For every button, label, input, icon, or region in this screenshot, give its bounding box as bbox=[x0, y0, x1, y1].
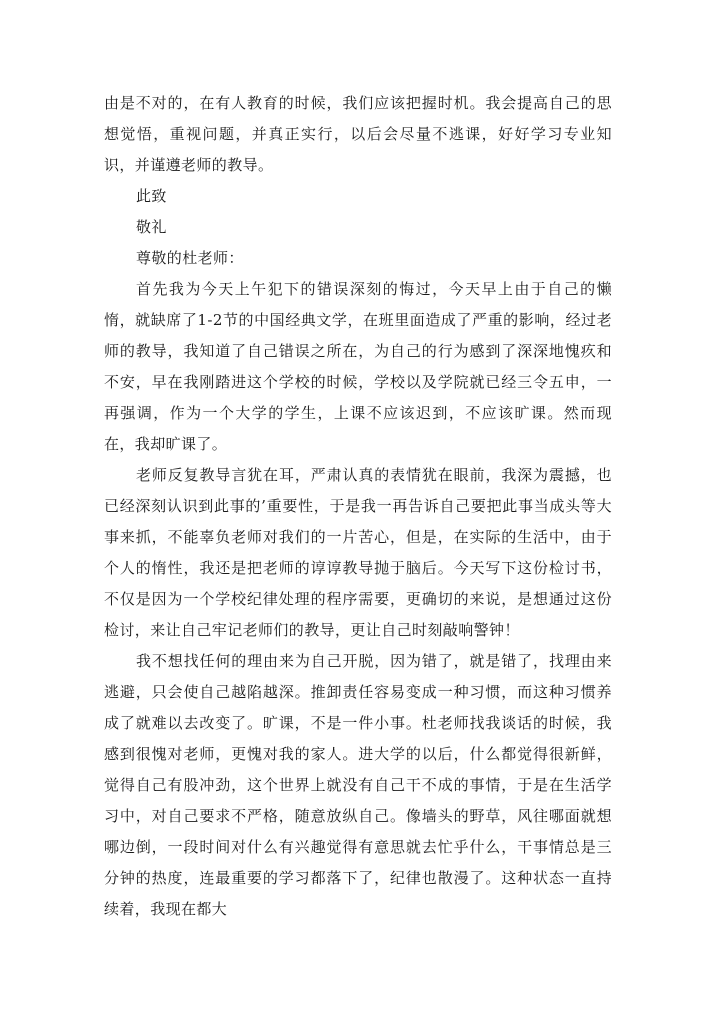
paragraph-1: 首先我为今天上午犯下的错误深刻的悔过，今天早上由于自己的懒惰，就缺席了1-2节的中国经典文学，在班里面造成了严重的影响，经过老师的教导，我知道了自己错误之所在，为自己的行为感到了深深地愧疚和不安，早在我刚踏进这个学校的时候，学校以及学院就已经三令五申，一再强调，作为一个大学的学生，上课不应该迟到，不应该旷课。然而现在，我却旷课了。 bbox=[104, 280, 612, 453]
paragraph-3: 我不想找任何的理由来为自己开脱，因为错了，就是错了，找理由来逃避，只会使自己越陷越深。推卸责任容易变成一种习惯，而这种习惯养成了就难以去改变了。旷课，不是一件小事。杜老师找我谈话的时候，我感到很愧对老师，更愧对我的家人。进大学的以后，什么都觉得很新鲜，觉得自己有股冲劲，这个世界上就没有自己干不成的事情，于是在生活学习中，对自己要求不严格，随意放纵自己。像墙头的野草，风往哪面就想哪边倒，一段时间对什么有兴趣觉得有意思就去忙乎什么，干事情总是三分钟的热度，连最重要的学习都落下了，纪律也散漫了。这种状态一直持续着，我现在都大 bbox=[104, 652, 612, 918]
closing-line-1: 此致 bbox=[136, 187, 167, 205]
salutation: 尊敬的杜老师： bbox=[136, 249, 244, 267]
letter-body bbox=[104, 88, 612, 925]
closing-line-2: 敬礼 bbox=[136, 218, 167, 236]
continuation-paragraph: 由是不对的，在有人教育的时候，我们应该把握时机。我会提高自己的思想觉悟，重视问题，并真正实行，以后会尽量不逃课，好好学习专业知识，并谨遵老师的教导。 bbox=[104, 94, 612, 174]
paragraph-2: 老师反复教导言犹在耳，严肃认真的表情犹在眼前，我深为震撼，也已经深刻认识到此事的’重要性，于是我一再告诉自己要把此事当成头等大事来抓，不能辜负老师对我们的一片苦心，但是，在实际的生活中，由于个人的惰性，我还是把老师的谆谆教导抛于脑后。今天写下这份检讨书，不仅是因为一个学校纪律处理的程序需要，更确切的来说，是想通过这份检讨，来让自己牢记老师们的教导，更让自己时刻敲响警钟！ bbox=[104, 466, 612, 639]
